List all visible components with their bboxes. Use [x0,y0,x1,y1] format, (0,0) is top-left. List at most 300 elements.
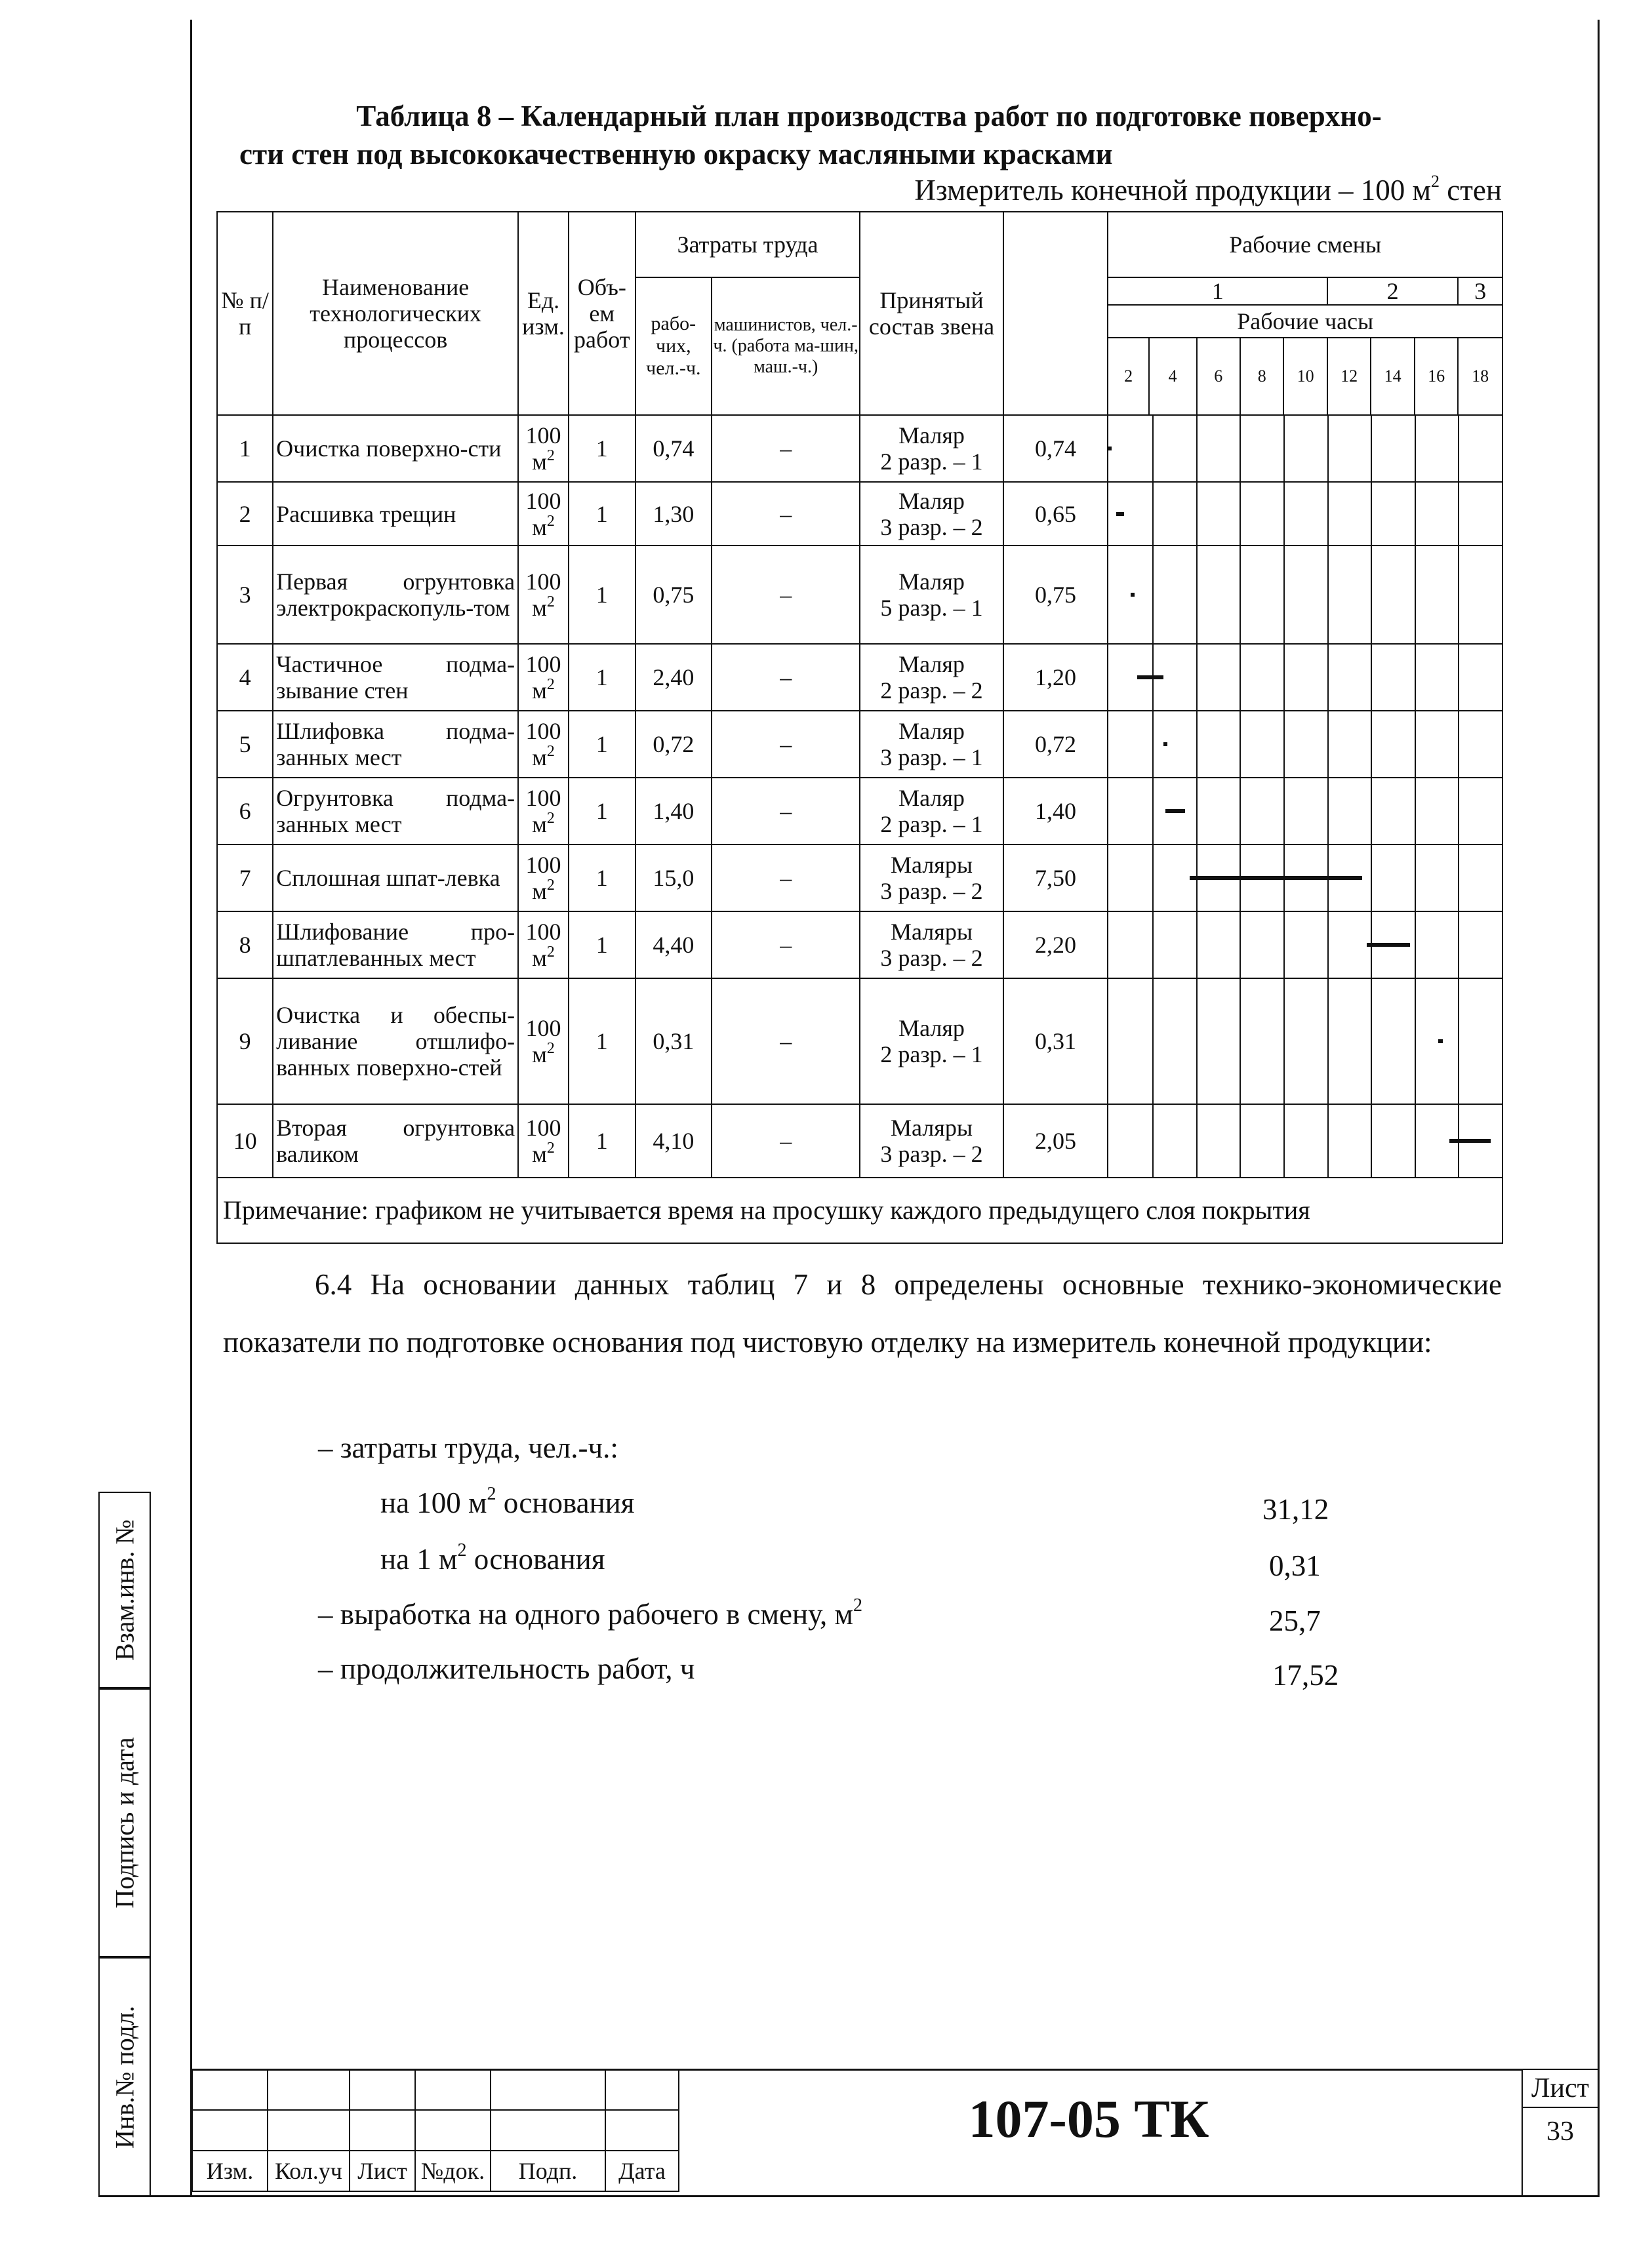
row-unit-m: м [532,677,547,704]
header-labor: Затраты труда [635,212,860,277]
row-duration: 0,65 [1003,482,1108,546]
gantt-cell [1108,711,1502,778]
row-name: Сплошная шпат-левка [273,845,518,911]
gantt-gridline [1415,979,1416,1104]
table-row [217,1104,1502,1178]
row-unit-value: 100 [525,487,561,514]
row-unit-value: 100 [525,568,561,595]
gantt-gridline [1152,845,1154,911]
row-volume: 1 [569,845,635,911]
gantt-gridline [1327,1105,1329,1177]
row-crew-role: Маляр [898,422,965,448]
row-volume: 1 [569,978,635,1104]
gantt-track [1108,979,1502,1104]
title-block-top-line [192,2069,1523,2071]
gantt-gridline [1196,979,1198,1104]
row-duration: 2,05 [1003,1104,1108,1178]
gantt-track [1108,711,1502,777]
row-duration: 1,20 [1003,644,1108,711]
header-shifts: Рабочие смены [1108,212,1502,277]
gantt-gridline [1371,1105,1372,1177]
header-machinists: машинистов, чел.-ч. (работа ма-шин, маш.-ч.) [712,277,860,415]
gantt-gridline [1240,1105,1241,1177]
gantt-cell [1108,778,1502,845]
row-unit [518,644,569,711]
row-crew [860,845,1003,911]
row-volume: 1 [569,482,635,546]
row-name: Расшивка трещин [273,482,518,546]
per100-sup: 2 [487,1484,496,1504]
row-workers: 0,31 [635,978,712,1104]
paragraph-6-4 [223,1256,1502,1371]
gantt-cell [1108,845,1502,911]
gantt-gridline [1327,483,1329,545]
table-title [230,97,1508,173]
row-crew-role: Маляр [898,718,965,744]
row-unit-measure [519,1141,568,1167]
gantt-gridline [1458,711,1459,777]
gantt-gridline [1196,645,1198,710]
row-unit-m: м [532,878,547,904]
hour-tick: 16 [1415,338,1458,415]
table-title-line1: Таблица 8 – Календарный план производства работ по подготовке поверхно- [356,100,1382,132]
row-crew-grade: 2 разр. – 1 [880,811,983,837]
labor-label: – затраты труда, чел.-ч.: [318,1431,618,1464]
row-unit [518,911,569,978]
gantt-gridline [1415,546,1416,643]
table-row [217,711,1502,778]
row-volume: 1 [569,1104,635,1178]
output-value: 25,7 [1269,1604,1321,1637]
gantt-gridline [1415,483,1416,545]
gantt-bar [1131,593,1135,597]
gantt-track [1108,1105,1502,1177]
row-unit [518,711,569,778]
row-num: 1 [217,415,273,482]
row-volume: 1 [569,711,635,778]
row-num: 3 [217,546,273,644]
row-unit-sup: 2 [546,676,555,693]
stamp-sign-date-text: Подпись и дата [110,1737,140,1909]
row-unit-measure [519,811,568,837]
row-workers: 0,75 [635,546,712,644]
tb-col-podp: Подп. [491,2151,605,2191]
row-volume: 1 [569,911,635,978]
measure-unit [787,172,1502,209]
row-crew-grade: 2 разр. – 1 [880,1041,983,1067]
per1-post: основания [466,1543,605,1576]
gantt-gridline [1327,979,1329,1104]
gantt-gridline [1458,416,1459,481]
row-unit-m: м [532,811,547,837]
gantt-gridline [1196,483,1198,545]
row-unit-sup: 2 [546,512,555,530]
gantt-cell [1108,546,1502,644]
row-unit-measure [519,448,568,475]
gantt-gridline [1458,912,1459,978]
gantt-gridline [1283,711,1285,777]
document-code: 107-05 ТК [968,2089,1209,2149]
row-crew-grade: 3 разр. – 2 [880,1141,983,1167]
row-duration: 0,31 [1003,978,1108,1104]
gantt-gridline [1458,979,1459,1104]
schedule-rows [217,415,1502,1178]
row-crew [860,482,1003,546]
measure-text: Измеритель конечной продукции – 100 м [914,174,1432,207]
per1-value: 0,31 [1269,1549,1321,1582]
gantt-cell [1108,911,1502,978]
row-workers: 15,0 [635,845,712,911]
row-workers: 0,72 [635,711,712,778]
gantt-gridline [1458,483,1459,545]
row-unit-value: 100 [525,651,561,677]
row-crew-role: Маляр [898,1015,965,1041]
row-unit-sup: 2 [546,1040,555,1057]
gantt-cell [1108,482,1502,546]
row-name: Шлифование про-шпатлеванных мест [273,911,518,978]
table-row [217,778,1502,845]
row-crew [860,1104,1003,1178]
per1-label [380,1540,605,1579]
gantt-gridline [1371,483,1372,545]
row-crew-grade: 3 разр. – 1 [880,744,983,770]
row-crew-role: Маляр [898,785,965,811]
row-crew [860,644,1003,711]
row-machinists: – [712,711,860,778]
row-unit-sup: 2 [546,593,555,610]
gantt-gridline [1415,1105,1416,1177]
hour-tick: 12 [1327,338,1371,415]
gantt-gridline [1240,645,1241,710]
gantt-gridline [1240,912,1241,978]
row-crew [860,978,1003,1104]
row-crew [860,911,1003,978]
gantt-gridline [1283,778,1285,844]
gantt-bar [1165,809,1185,813]
row-unit-m: м [532,595,547,621]
gantt-gridline [1240,546,1241,643]
gantt-bar [1190,876,1362,880]
gantt-track [1108,912,1502,978]
row-name: Вторая огрунтовка валиком [273,1104,518,1178]
gantt-gridline [1415,711,1416,777]
gantt-gridline [1283,1105,1285,1177]
row-unit-value: 100 [525,422,561,448]
row-crew-grade: 3 разр. – 2 [880,878,983,904]
hour-tick: 2 [1108,338,1148,415]
header-name: Наименование технологических процессов [273,212,518,415]
stamp-inner-line [150,1492,151,2197]
gantt-bar [1367,943,1411,947]
header-workers: рабо-чих, чел.-ч. [635,277,712,415]
row-crew [860,415,1003,482]
row-unit-value: 100 [525,919,561,945]
tb-col-kolch: Кол.уч [268,2151,350,2191]
gantt-bar [1438,1039,1443,1043]
gantt-gridline [1196,416,1198,481]
row-num: 2 [217,482,273,546]
tb-col-izm: Изм. [192,2151,268,2191]
gantt-gridline [1327,778,1329,844]
row-machinists: – [712,644,860,711]
gantt-gridline [1283,546,1285,643]
row-crew-grade: 2 разр. – 2 [880,677,983,704]
gantt-gridline [1196,912,1198,978]
row-crew-grade: 3 разр. – 2 [880,945,983,971]
row-unit-m: м [532,1041,547,1067]
row-name: Очистка поверхно-сти [273,415,518,482]
row-unit-m: м [532,1141,547,1167]
row-unit-measure [519,514,568,540]
frame-left-line [190,20,192,2197]
hour-tick: 14 [1371,338,1414,415]
row-unit [518,845,569,911]
gantt-gridline [1196,546,1198,643]
header-hours: Рабочие часы [1108,305,1502,338]
hour-tick: 18 [1458,338,1502,415]
row-unit-sup: 2 [546,810,555,827]
gantt-bar [1163,742,1168,746]
stamp-inv-replacement-text: Взам.инв. № [110,1519,140,1661]
frame-bottom-line [98,2195,1600,2197]
measure-sup: 2 [1431,172,1440,191]
gantt-track [1108,845,1502,911]
gantt-gridline [1327,912,1329,978]
row-unit-sup: 2 [546,743,555,760]
row-crew-role: Маляр [898,568,965,595]
per1-sup: 2 [457,1540,467,1561]
gantt-gridline [1371,546,1372,643]
row-duration: 2,20 [1003,911,1108,978]
table-row [217,415,1502,482]
per100-post: основания [496,1486,635,1519]
row-workers: 2,40 [635,644,712,711]
gantt-gridline [1415,845,1416,911]
row-machinists: – [712,546,860,644]
gantt-gridline [1415,645,1416,710]
row-num: 4 [217,644,273,711]
gantt-gridline [1152,912,1154,978]
row-num: 9 [217,978,273,1104]
gantt-gridline [1152,1105,1154,1177]
row-unit-sup: 2 [546,877,555,894]
row-unit-measure [519,677,568,704]
gantt-gridline [1371,416,1372,481]
gantt-gridline [1458,645,1459,710]
gantt-track [1108,546,1502,643]
gantt-gridline [1240,416,1241,481]
gantt-gridline [1327,546,1329,643]
per1-pre: на 1 м [380,1543,458,1576]
row-machinists: – [712,845,860,911]
tb-col-ndok: №док. [415,2151,491,2191]
row-unit-measure [519,945,568,971]
gantt-gridline [1152,778,1154,844]
measure-tail: стен [1440,174,1502,207]
row-machinists: – [712,778,860,845]
hour-tick: 6 [1197,338,1240,415]
stamp-inv-replacement [98,1492,151,1688]
table-row [217,482,1502,546]
gantt-gridline [1415,416,1416,481]
gantt-gridline [1415,912,1416,978]
row-crew [860,711,1003,778]
table-title-line2: сти стен под высококачественную окраску масляными красками [239,138,1113,170]
row-unit-value: 100 [525,1015,561,1041]
row-num: 10 [217,1104,273,1178]
per100-label [380,1483,634,1522]
hour-tick: 10 [1283,338,1327,415]
frame-right-line [1598,20,1600,2197]
tb-col-list: Лист [350,2151,415,2191]
row-workers: 4,40 [635,911,712,978]
row-unit [518,1104,569,1178]
row-num: 6 [217,778,273,845]
row-duration: 0,75 [1003,546,1108,644]
row-crew-grade: 5 разр. – 1 [880,595,983,621]
row-unit [518,546,569,644]
gantt-bar [1137,675,1163,679]
row-unit [518,978,569,1104]
gantt-gridline [1371,711,1372,777]
row-name: Частичное подма-зывание стен [273,644,518,711]
gantt-track [1108,778,1502,844]
row-num: 7 [217,845,273,911]
row-name: Шлифовка подма-занных мест [273,711,518,778]
gantt-track [1108,645,1502,710]
gantt-track [1108,416,1502,481]
row-crew-role: Маляр [898,487,965,514]
tb-col-data: Дата [605,2151,679,2191]
header-duration [1003,212,1108,415]
row-unit [518,482,569,546]
output-label [318,1595,862,1634]
gantt-gridline [1371,645,1372,710]
row-machinists: – [712,1104,860,1178]
row-machinists: – [712,978,860,1104]
row-workers: 1,30 [635,482,712,546]
gantt-gridline [1152,483,1154,545]
stamp-sign-date [98,1688,151,1957]
gantt-gridline [1152,546,1154,643]
gantt-gridline [1458,546,1459,643]
gantt-gridline [1240,711,1241,777]
gantt-gridline [1283,416,1285,481]
duration-value: 17,52 [1272,1659,1339,1692]
gantt-gridline [1240,483,1241,545]
row-workers: 1,40 [635,778,712,845]
row-unit-m: м [532,744,547,770]
row-crew-role: Маляры [890,919,973,945]
row-crew-grade: 3 разр. – 2 [880,513,983,540]
row-unit-value: 100 [525,852,561,878]
row-name: Первая огрунтовка электрокраскопуль-том [273,546,518,644]
gantt-cell [1108,978,1502,1104]
gantt-gridline [1240,979,1241,1104]
paragraph-text: 6.4 На основании данных таблиц 7 и 8 определены основные технико-экономические показатели по подготовке основания под чистовую отделку на измеритель конечной продукции: [223,1268,1502,1359]
table-row [217,644,1502,711]
table-row [217,845,1502,911]
row-name: Очистка и обеспы-ливание отшлифо-ванных поверхно-стей [273,978,518,1104]
gantt-gridline [1327,416,1329,481]
row-num: 8 [217,911,273,978]
sheet-label: Лист [1523,2070,1598,2108]
gantt-cell [1108,1104,1502,1178]
row-duration: 1,40 [1003,778,1108,845]
duration-label: – продолжительность работ, ч [318,1652,695,1685]
row-unit [518,415,569,482]
row-unit-sup: 2 [546,944,555,961]
shift-1: 1 [1108,277,1327,305]
row-unit-value: 100 [525,718,561,744]
gantt-gridline [1458,845,1459,911]
row-unit-measure [519,595,568,621]
sheet-box [1522,2069,1599,2197]
gantt-gridline [1196,778,1198,844]
row-crew-role: Маляры [890,852,973,878]
output-sup: 2 [853,1595,863,1616]
row-crew-role: Маляр [898,651,965,677]
gantt-track [1108,483,1502,545]
shift-3: 3 [1458,277,1502,305]
gantt-bar [1108,447,1112,450]
table-row [217,546,1502,644]
row-num: 5 [217,711,273,778]
gantt-bar [1449,1139,1491,1143]
gantt-gridline [1152,416,1154,481]
row-machinists: – [712,415,860,482]
gantt-gridline [1371,979,1372,1104]
row-duration: 7,50 [1003,845,1108,911]
stamp-inv-original-text: Инв.№ подл. [110,2005,140,2149]
row-crew-role: Маляры [890,1115,973,1141]
gantt-gridline [1196,1105,1198,1177]
row-duration: 0,74 [1003,415,1108,482]
gantt-gridline [1283,483,1285,545]
header-num: № п/п [217,212,273,415]
shift-2: 2 [1327,277,1458,305]
gantt-gridline [1152,979,1154,1104]
row-unit-m: м [532,945,547,971]
sheet-number: 33 [1546,2117,1574,2147]
hour-tick: 4 [1149,338,1197,415]
header-unit: Ед. изм. [518,212,569,415]
gantt-bar [1116,512,1124,516]
gantt-cell [1108,644,1502,711]
row-unit-value: 100 [525,785,561,811]
header-crew: Принятый состав звена [860,212,1003,415]
row-machinists: – [712,482,860,546]
gantt-gridline [1458,778,1459,844]
row-machinists: – [712,911,860,978]
hour-tick: 8 [1240,338,1283,415]
row-workers: 4,10 [635,1104,712,1178]
header-volume: Объ-ем работ [569,212,635,415]
gantt-gridline [1371,778,1372,844]
row-volume: 1 [569,546,635,644]
row-unit-measure [519,878,568,904]
row-unit-m: м [532,448,547,475]
per100-value: 31,12 [1262,1493,1329,1526]
row-unit-measure [519,1041,568,1067]
gantt-cell [1108,415,1502,482]
gantt-gridline [1283,912,1285,978]
gantt-gridline [1415,778,1416,844]
row-volume: 1 [569,415,635,482]
row-crew [860,546,1003,644]
output-text: – выработка на одного рабочего в смену, м [318,1598,854,1631]
table-row [217,911,1502,978]
